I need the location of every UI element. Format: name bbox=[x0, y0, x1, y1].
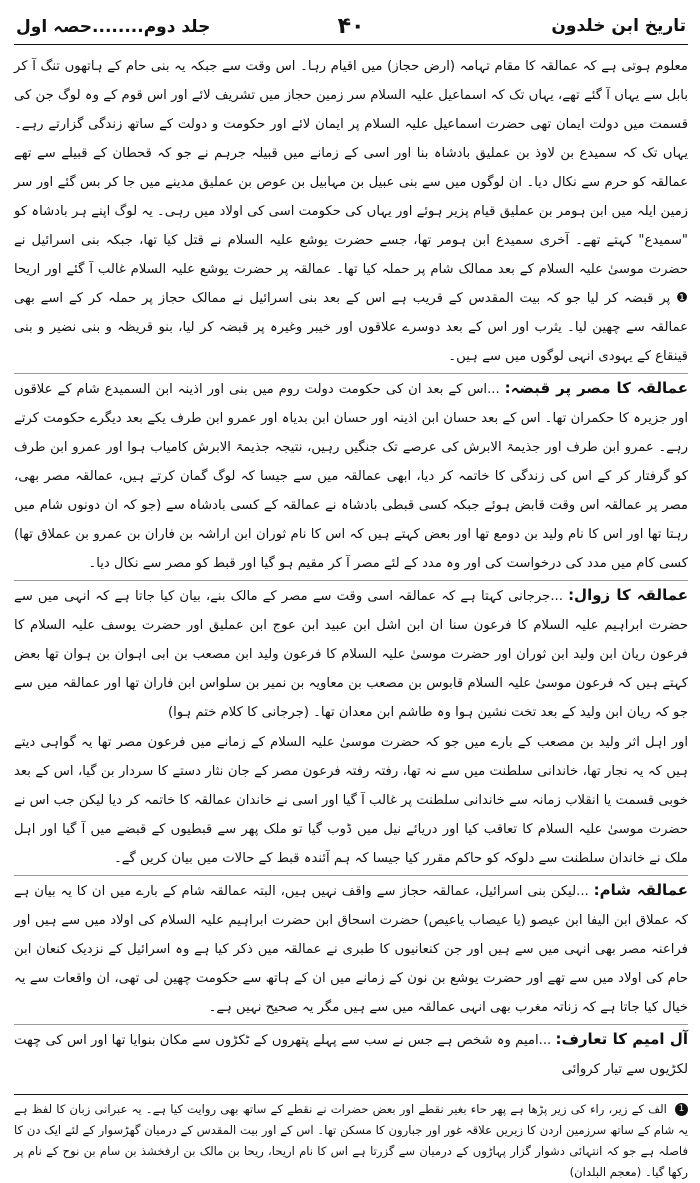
volume-label: جلد دوم........حصہ اول bbox=[16, 17, 211, 37]
paragraph-text: اور اہل اثر ولید بن مصعب کے بارے میں جو کہ حضرت موسیٰ علیہ السلام کے زمانے میں فرعون مصر تھا یہ گواہی دیتے ہیں کہ یہ نجار تھا، خاندانی سلطنت میں سے نہ تھا، رفتہ رفتہ فرعون مصر کے جان نثار دستے کا سردار بن گیا، اس کے بعد خوبی قسمت یا انقلاب زمانہ سے خاندانی سلطنت پر غالب آ گیا اور اسی نے خاندان عمالقہ کا خاتمہ کر دیا لیکن جب اس نے حضرت موسیٰ علیہ السلام کا تعاقب کیا اور دریائے نیل میں ڈوب گیا تو ملک پھر سے قبطیوں کے قبضے میں آ گیا اور اہل ملک نے خاندان سلطنت سے دلوکہ کو حاکم مقرر کیا جیسا کہ ہم آئندہ قبط کے حالات میں بیان کریں گے۔ bbox=[14, 735, 688, 866]
paragraph-6 bbox=[14, 1024, 688, 1084]
paragraph-3 bbox=[14, 580, 688, 727]
paragraph-4 bbox=[14, 728, 688, 873]
paragraph-text: ...لیکن بنی اسرائیل، عمالقہ حجاز سے واقف نہیں ہیں، البتہ عمالقہ شام کے بارے میں ان کا یہ بیان ہے کہ عملاق ابن الیفا ابن عیصو (یا عیصاب یاعیص) حضرت اسحاق ابن حضرت ابراہیم علیہ السلام کی اولاد میں سے ہیں اور فراعنہ مصر بھی انہی میں سے ہیں اور جن کنعانیوں کا طبری نے عمالقہ میں ذکر کیا ہے وہ اسرائیل کے نزدیک کنعان ابن حام کی اولاد میں سے تھے اور حضرت یوشع بن نون کے زمانے میں ان کے ہاتھ سے حکومت چھین لی تھی، ان واقعات سے یہ خیال کیا جاتا ہے کہ زناتہ مغرب بھی انہی عمالقہ میں سے ہیں مگر یہ صحیح نہیں ہے۔ bbox=[14, 884, 688, 1015]
section-heading: عمالقہ شام: bbox=[593, 881, 688, 899]
paragraph-text: ...امیم وہ شخص ہے جس نے سب سے پہلے پتھروں کے ٹکڑوں سے مکان بنوایا تھا اور اس کی چھت لکڑیوں سے تیار کروائی bbox=[14, 1033, 688, 1077]
footnote-divider bbox=[14, 1094, 688, 1095]
book-title: تاریخ ابن خلدون bbox=[551, 16, 686, 36]
paragraph-5 bbox=[14, 875, 688, 1022]
paragraph-text: ...جرجانی کہتا ہے کہ عمالقہ اسی وقت سے مصر کے مالک بنے، بیان کیا جاتا ہے کہ انہی میں سے حضرت ابراہیم علیہ السلام کا فرعون سنا ان ابن اشل ابن عبید ابن عوج ابن عملیق اور حضرت یوسف علیہ السلام کا فرعون ریان ابن ولید ابن ثوران اور حضرت موسیٰ علیہ السلام کا فرعون ولید ابن مصعب بن ابی اہوان بن ہوان تھا بعض کہتے ہیں کہ فرعون موسیٰ علیہ السلام قابوس بن مصعب بن معاویہ بن نمیر بن سلواس ابن فاران تھا اور عمالقہ میں سے جو کہ ریان ابن ولید کے بعد تخت نشین ہوا وہ طاشم ابن معدان تھا۔ (جرجانی کا کلام ختم ہوا) bbox=[14, 589, 688, 720]
paragraph-2 bbox=[14, 373, 688, 578]
page-header bbox=[14, 14, 688, 44]
section-heading: آل امیم کا تعارف: bbox=[555, 1030, 688, 1048]
main-text bbox=[14, 52, 688, 1084]
header-divider bbox=[14, 44, 688, 45]
section-heading: عمالقہ کا زوال: bbox=[568, 586, 688, 604]
paragraph-text: معلوم ہوتی ہے کہ عمالقہ کا مقام تہامہ (ارض حجاز) میں اقیام رہا۔ اس وقت سے جبکہ یہ بنی حام کے ہاتھوں تنگ آ کر بابل سے یہاں آ گئے تھے، یہاں تک کہ اسماعیل علیہ السلام سر زمین حجاز میں تشریف لائے اور اس قوم کے وہ لوگ جن کی قسمت میں دولت ایمان تھی حضرت اسماعیل علیہ السلام پر ایمان لائے اور حکومت و دولت کے ساتھ زندگی گزارتے رہے۔ یہاں تک کہ سمیدع بن لاوذ بن عملیق بادشاہ بنا اور اسی کے زمانے میں قبیلہ جرہم نے جو کہ قحطان کے قبیلے سے تھے عمالقہ کو حرم سے نکال دیا۔ ان لوگوں میں سے بنی عبیل بن مہابیل بن عوص بن عملیق مدینے میں جا کر بس گئے اور سر زمین ایلہ میں ابن ہومر بن عملیق قیام پزیر ہوئے اور یہاں کی حکومت اسی کی اولاد میں رہی۔ یہ لوگ اپنے ہر بادشاہ کو "سمیدع" کہتے تھے۔ آخری سمیدع ابن ہومر تھا، جسے حضرت یوشع علیہ السلام نے قتل کیا تھا، جبکہ بنی اسرائیل نے حضرت موسیٰ علیہ السلام کے بعد ممالک شام پر حملہ کیا تھا۔ عمالقہ پر حضرت یوشع علیہ السلام غالب آ گئے اور اریحا ❶ پر قبضہ کر لیا جو کہ بیت المقدس کے قریب ہے اس کے بعد بنی اسرائیل نے ممالک حجاز پر حملہ کر کے اسے بھی عمالقہ سے چھین لیا۔ یثرب اور اس کے بعد دوسرے علاقوں اور خیبر وغیرہ پر قبضہ کر لیا، بنو قریظہ و بنی نضیر و بنی قینقاع کے یہودی انہی لوگوں میں سے ہیں۔ bbox=[14, 59, 688, 364]
page-number: ۴۰ bbox=[337, 14, 365, 39]
section-heading: عمالقہ کا مصر پر قبضہ: bbox=[504, 379, 688, 397]
paragraph-text: ...اس کے بعد ان کی حکومت دولت روم میں بنی اور اذینہ ابن السمیدع شام کے علاقوں اور جزیرہ کا حکمران تھا۔ اس کے بعد حسان ابن اذینہ اور حسان ابن بدیاہ اور عمرو ابن طرف یکے بعد دیگرے حکومت کرتے رہے۔ عمرو ابن طرف اور جذیمۃ الابرش کی عرصے تک جنگیں رہیں، نتیجہ جذیمۃ الابرش کامیاب ہوا اور عمرو ابن طرف کو گرفتار کر کے اس کی زندگی کا خاتمہ کر دیا، ابھی عمالقہ میں سے جیسا کہ لوگ گمان کرتے ہیں، عمالقہ مصر بھی، مصر پر عمالقہ اس وقت قابض ہوئے جبکہ کسی قبطی بادشاہ نے عمالقہ کے کسی بادشاہ سے (جو کہ ان دونوں شام میں رہتا تھا اور اس کا نام ولید بن دومع تھا اور بعض کہتے ہیں کہ اس کا نام ثوران ابن اراشہ بن فاران بن عمرو بن عملاق تھا) کسی کام میں مدد کی درخواست کی اور وہ مدد کے لئے مصر آ کر مقیم ہو گیا اور قبط کو مصر سے نکال دیا۔ bbox=[14, 382, 688, 571]
footnote bbox=[14, 1099, 688, 1183]
paragraph-1 bbox=[14, 52, 688, 371]
footnote-marker: 1 bbox=[675, 1103, 688, 1116]
footnote-text: الف کے زیر، راء کی زیر پڑھا ہے پھر حاء بغیر نقطے اور بعض حضرات نے نقطے کے ساتھ بھی روایت کیا ہے۔ یہ عبرانی زبان کا لفظ ہے یہ شام کے ساتھ سرزمین اردن کا زیریں علاقہ غور اور جبارون کا مسکن تھا۔ اس کے اور بیت المقدس کے درمیان گھڑسوار کے لئے ایک دن کا فاصلہ ہے جو کہ انتہائی دشوار گزار پہاڑوں کے درمیان سے گزرتا ہے اس کا نام اریحا، ریحا بن مالک بن ارفخشذ بن سام بن نوح کے نام پر رکھا گیا۔ (معجم البلدان) bbox=[14, 1102, 688, 1179]
